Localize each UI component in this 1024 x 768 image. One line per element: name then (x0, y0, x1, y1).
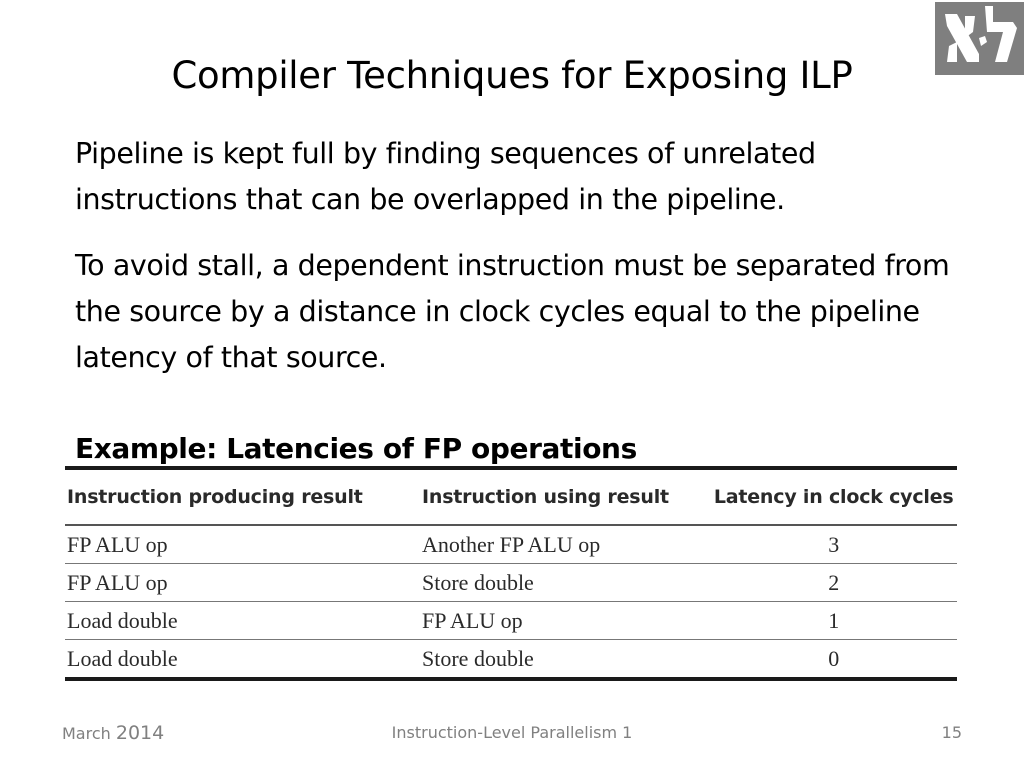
table-cell: 3 (710, 525, 957, 564)
table-row (65, 640, 957, 680)
paragraph-stall: To avoid stall, a dependent instruction must be separated from the source by a distance in clock cycles equal to the pipeline latency of that source. (75, 249, 950, 374)
table-row (65, 564, 957, 602)
table-header: Instruction using result (420, 468, 710, 525)
table-header: Latency in clock cycles (710, 468, 957, 525)
footer-title: Instruction-Level Parallelism 1 (391, 723, 633, 742)
table-row (65, 602, 957, 640)
table-cell: 0 (828, 645, 840, 671)
table-cell: FP ALU op (65, 525, 420, 564)
slide-title: Compiler Techniques for Exposing ILP (171, 54, 853, 97)
table-header-row (65, 468, 957, 525)
latency-table (65, 466, 957, 681)
page-number: 15 (941, 723, 962, 742)
table-cell: Load double (65, 602, 420, 640)
table-cell: FP ALU op (65, 564, 420, 602)
example-heading: Example: Latencies of FP operations (75, 432, 637, 465)
paragraph-pipeline: Pipeline is kept full by finding sequences of unrelated instructions that can be overlapped in the pipeline. (75, 137, 816, 216)
table-cell: FP ALU op (420, 602, 710, 640)
table-header: Instruction producing result (65, 468, 420, 525)
table-cell: 1 (710, 602, 957, 640)
table-cell: 2 (710, 564, 957, 602)
table-cell: Store double (420, 564, 710, 602)
table-cell: Store double (422, 645, 534, 671)
table-cell: Load double (67, 645, 178, 671)
footer-month: March (62, 724, 111, 743)
table-cell: Another FP ALU op (420, 525, 710, 564)
table-row (65, 525, 957, 564)
footer-year: 2014 (115, 722, 165, 744)
